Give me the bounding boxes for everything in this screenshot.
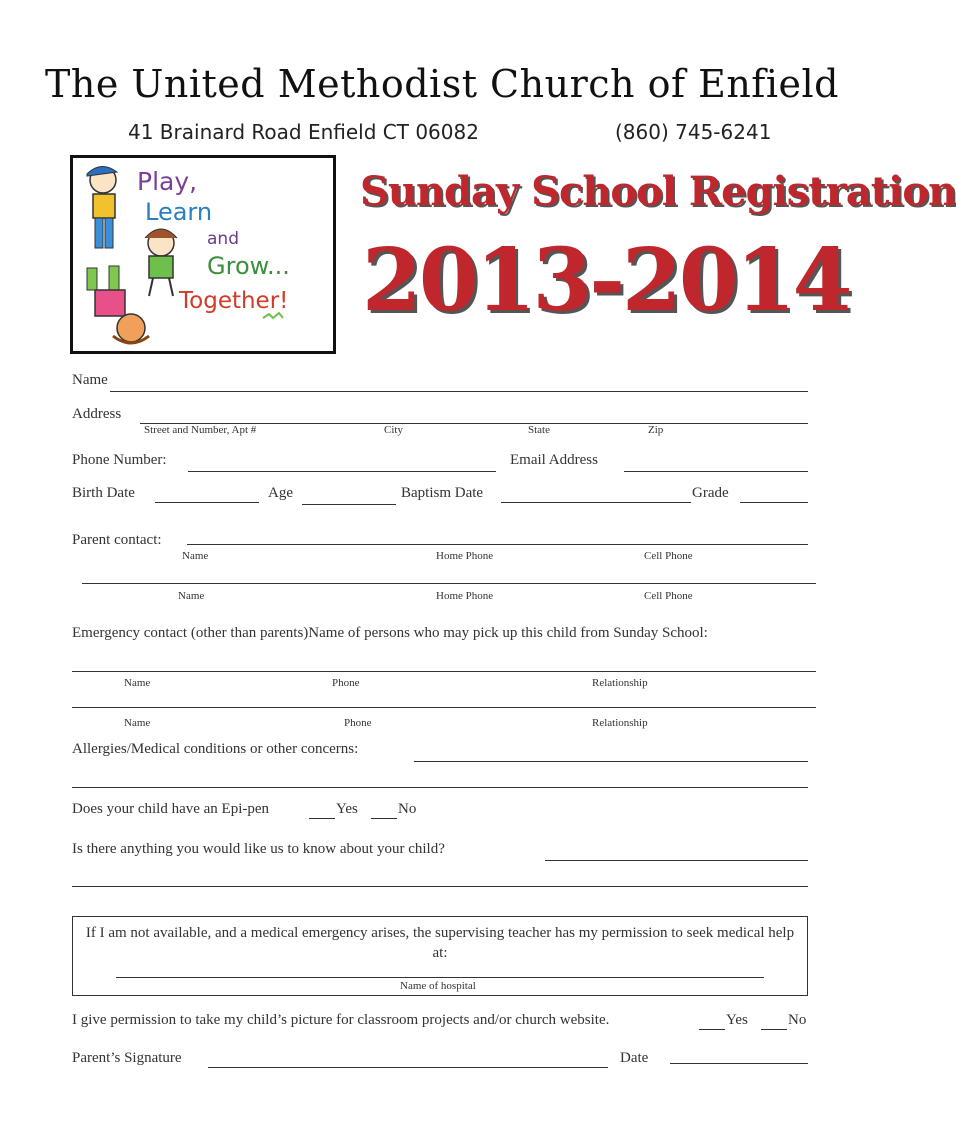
baptism-date-field-line[interactable] [501, 502, 691, 503]
emergency-contact-label: Emergency contact (other than parents)Name of persons who may pick up this child from Sunday School: [72, 625, 708, 641]
kids-illustration [73, 158, 333, 351]
school-year-heading: 2013-2014 [362, 230, 850, 331]
name-field-line[interactable] [110, 391, 808, 392]
medical-permission-text: If I am not available, and a medical emergency arises, the supervising teacher has my permission to seek medical help at: [85, 925, 795, 961]
logo-word-and: and [207, 229, 239, 249]
emergency-sub-phone-1: Phone [332, 677, 360, 689]
picture-no-label: No [788, 1012, 807, 1028]
anything-field-line-2[interactable] [72, 886, 808, 887]
birth-date-label: Birth Date [72, 485, 135, 501]
address-sub-street: Street and Number, Apt # [144, 424, 257, 436]
grade-label: Grade [692, 485, 729, 501]
picture-yes-blank[interactable] [699, 1029, 725, 1030]
age-field-line[interactable] [302, 504, 396, 505]
signature-field-line[interactable] [208, 1067, 608, 1068]
logo-word-play: Play, [137, 167, 198, 196]
allergies-label: Allergies/Medical conditions or other concerns: [72, 741, 359, 757]
emergency-sub-name-2: Name [124, 717, 151, 729]
date-label: Date [620, 1050, 649, 1066]
email-label: Email Address [510, 452, 598, 468]
church-title: The United Methodist Church of Enfield [45, 62, 839, 106]
address-sub-state: State [528, 424, 550, 436]
phone-label: Phone Number: [72, 452, 167, 468]
allergies-field-line-2[interactable] [72, 787, 808, 788]
address-sub-zip: Zip [648, 424, 664, 436]
picture-permission-label: I give permission to take my child’s picture for classroom projects and/or church website. [72, 1012, 610, 1028]
parent-sub-home-2: Home Phone [436, 590, 494, 602]
emergency-sub-phone-2: Phone [344, 717, 372, 729]
parent-sub-name-1: Name [182, 550, 209, 562]
picture-no-blank[interactable] [761, 1029, 787, 1030]
parent-sub-name-2: Name [178, 590, 205, 602]
anything-field-line-1[interactable] [545, 860, 808, 861]
parent-sub-cell-1: Cell Phone [644, 550, 693, 562]
emergency-sub-relationship-2: Relationship [592, 717, 648, 729]
play-learn-grow-logo [70, 155, 336, 354]
baptism-date-label: Baptism Date [401, 485, 484, 501]
church-address: 41 Brainard Road Enfield CT 06082 [128, 120, 479, 144]
logo-word-learn: Learn [145, 198, 213, 226]
address-sub-city: City [384, 424, 403, 436]
parent-contact-label: Parent contact: [72, 532, 162, 548]
phone-field-line[interactable] [188, 471, 496, 472]
registration-heading: Sunday School Registration [360, 168, 956, 215]
epipen-no-blank[interactable] [371, 818, 397, 819]
epipen-yes-label: Yes [336, 801, 358, 817]
parent-sub-home-1: Home Phone [436, 550, 494, 562]
emergency-sub-relationship-1: Relationship [592, 677, 648, 689]
emergency-line-2[interactable] [72, 707, 816, 708]
epipen-no-label: No [398, 801, 417, 817]
address-label: Address [72, 406, 122, 422]
email-field-line[interactable] [624, 471, 808, 472]
parent-sub-cell-2: Cell Phone [644, 590, 693, 602]
logo-word-grow: Grow... [207, 252, 290, 280]
hospital-sub-label: Name of hospital [400, 980, 476, 992]
emergency-line-1[interactable] [72, 671, 816, 672]
logo-word-together: Together! [179, 288, 289, 314]
anything-label: Is there anything you would like us to know about your child? [72, 841, 445, 857]
name-label: Name [72, 372, 108, 388]
epipen-label: Does your child have an Epi-pen [72, 801, 270, 817]
parent-contact-line-1[interactable] [187, 544, 808, 545]
hospital-field-line[interactable] [116, 977, 764, 978]
grade-field-line[interactable] [740, 502, 808, 503]
emergency-sub-name-1: Name [124, 677, 151, 689]
church-phone: (860) 745-6241 [615, 120, 772, 144]
allergies-field-line-1[interactable] [414, 761, 808, 762]
parent-contact-line-2[interactable] [82, 583, 816, 584]
epipen-yes-blank[interactable] [309, 818, 335, 819]
picture-yes-label: Yes [726, 1012, 748, 1028]
birth-date-field-line[interactable] [155, 502, 259, 503]
signature-label: Parent’s Signature [72, 1050, 182, 1066]
age-label: Age [268, 485, 293, 501]
date-field-line[interactable] [670, 1063, 808, 1064]
